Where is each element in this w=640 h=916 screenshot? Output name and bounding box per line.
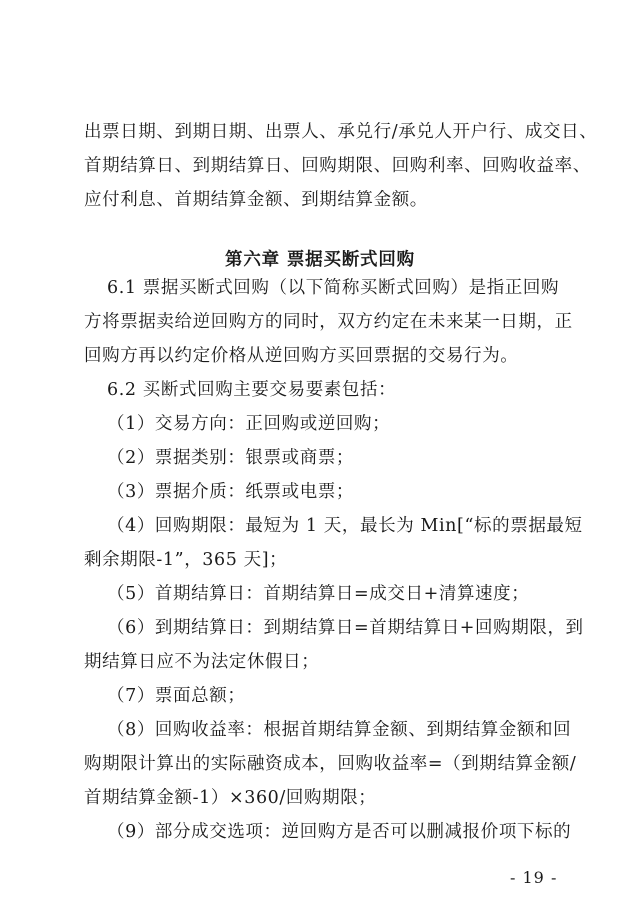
paragraph-line: 应付利息、首期结算金额、到期结算金额。 xyxy=(84,190,428,210)
list-item-continuation: 期结算日应不为法定休假日； xyxy=(84,652,320,672)
list-item-continuation: 剩余期限-1”，365 天]； xyxy=(84,550,288,570)
page-number: - 19 - xyxy=(510,868,558,887)
paragraph-line: 首期结算日、到期结算日、回购期限、回购利率、回购收益率、 xyxy=(84,156,591,176)
list-item: （8）回购收益率：根据首期结算金额、到期结算金额和回 xyxy=(107,720,572,740)
paragraph-line: 出票日期、到期日期、出票人、承兑行/承兑人开户行、成交日、 xyxy=(84,122,598,142)
clause-6-1: 6.1 票据买断式回购（以下简称买断式回购）是指正回购 xyxy=(107,278,560,298)
list-item-continuation: 购期限计算出的实际融资成本，回购收益率=（到期结算金额/ xyxy=(84,754,577,774)
list-item: （1）交易方向：正回购或逆回购； xyxy=(107,414,391,434)
list-item: （6）到期结算日：到期结算日=首期结算日+回购期限，到 xyxy=(107,618,584,638)
list-item: （3）票据介质：纸票或电票； xyxy=(107,482,355,502)
list-item: （4）回购期限：最短为 1 天，最长为 Min[“标的票据最短 xyxy=(107,516,583,536)
list-item: （2）票据类别：银票或商票； xyxy=(107,448,355,468)
chapter-heading: 第六章 票据买断式回购 xyxy=(225,250,415,270)
paragraph-line: 回购方再以约定价格从逆回购方买回票据的交易行为。 xyxy=(84,346,519,366)
list-item-continuation: 首期结算金额-1）×360/回购期限； xyxy=(84,788,377,808)
list-item: （9）部分成交选项：逆回购方是否可以删减报价项下标的 xyxy=(107,822,572,842)
paragraph-line: 方将票据卖给逆回购方的同时，双方约定在未来某一日期，正 xyxy=(84,312,573,332)
list-item: （5）首期结算日：首期结算日=成交日+清算速度； xyxy=(107,584,530,604)
list-item: （7）票面总额； xyxy=(107,686,246,706)
clause-6-2: 6.2 买断式回购主要交易要素包括： xyxy=(107,380,397,400)
